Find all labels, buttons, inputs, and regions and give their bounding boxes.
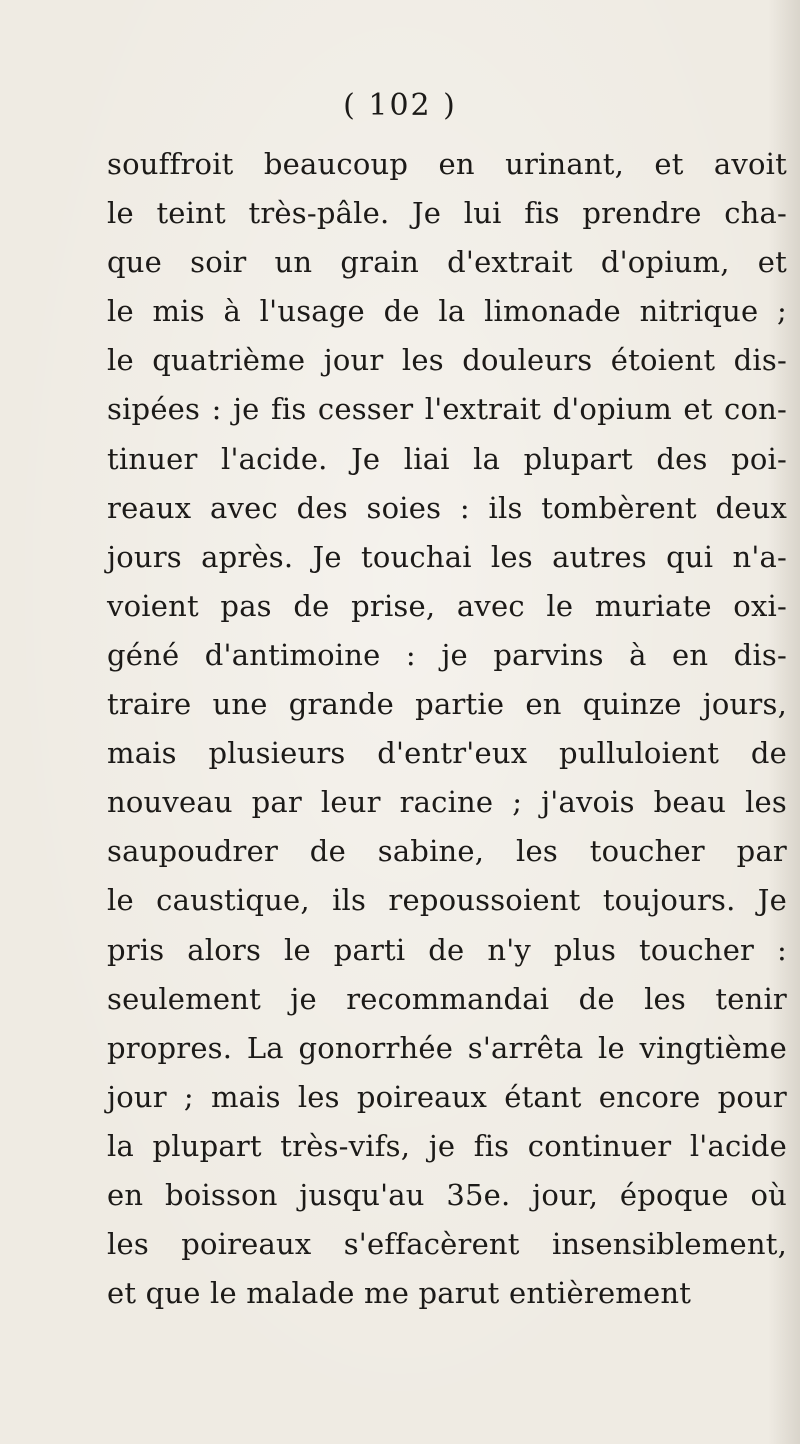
text-line: les poireaux s'effacèrent insensiblement, [107, 1227, 787, 1262]
text-line: le teint très-pâle. Je lui fis prendre cha- [107, 196, 787, 231]
text-line: voient pas de prise, avec le muriate oxi- [107, 588, 787, 623]
text-line: la plupart très-vifs, je fis continuer l'acide [107, 1128, 787, 1163]
text-line: saupoudrer de sabine, les toucher par [107, 834, 787, 869]
text-line: reaux avec des soies : ils tombèrent deux [107, 490, 787, 525]
text-line: en boisson jusqu'au 35e. jour, époque où [107, 1177, 787, 1212]
text-line: jours après. Je touchai les autres qui n'a- [107, 539, 787, 574]
text-line: le caustique, ils repoussoient toujours. Je [107, 883, 787, 918]
text-line: souffroit beaucoup en urinant, et avoit [107, 147, 787, 181]
text-line: nouveau par leur racine ; j'avois beau les [107, 785, 787, 820]
text-line: seulement je recommandai de les tenir [107, 981, 787, 1016]
text-line: le quatrième jour les douleurs étoient dis- [107, 343, 787, 378]
text-line: le mis à l'usage de la limonade nitrique ; [107, 294, 787, 329]
text-line: jour ; mais les poireaux étant encore pour [107, 1079, 787, 1114]
text-line: que soir un grain d'extrait d'opium, et [107, 245, 787, 280]
text-line: traire une grande partie en quinze jours, [107, 687, 787, 722]
text-line: mais plusieurs d'entr'eux pulluloient de [107, 736, 787, 771]
page-number: ( 102 ) [343, 88, 457, 123]
text-line: pris alors le parti de n'y plus toucher : [107, 932, 787, 967]
body-text [107, 140, 787, 1318]
text-line: sipées : je fis cesser l'extrait d'opium et con- [107, 392, 787, 427]
text-line: propres. La gonorrhée s'arrêta le vingtième [107, 1030, 787, 1065]
text-line: tinuer l'acide. Je liai la plupart des poi- [107, 441, 787, 476]
text-line: géné d'antimoine : je parvins à en dis- [107, 637, 787, 672]
text-line: et que le malade me parut entièrement [107, 1276, 692, 1311]
